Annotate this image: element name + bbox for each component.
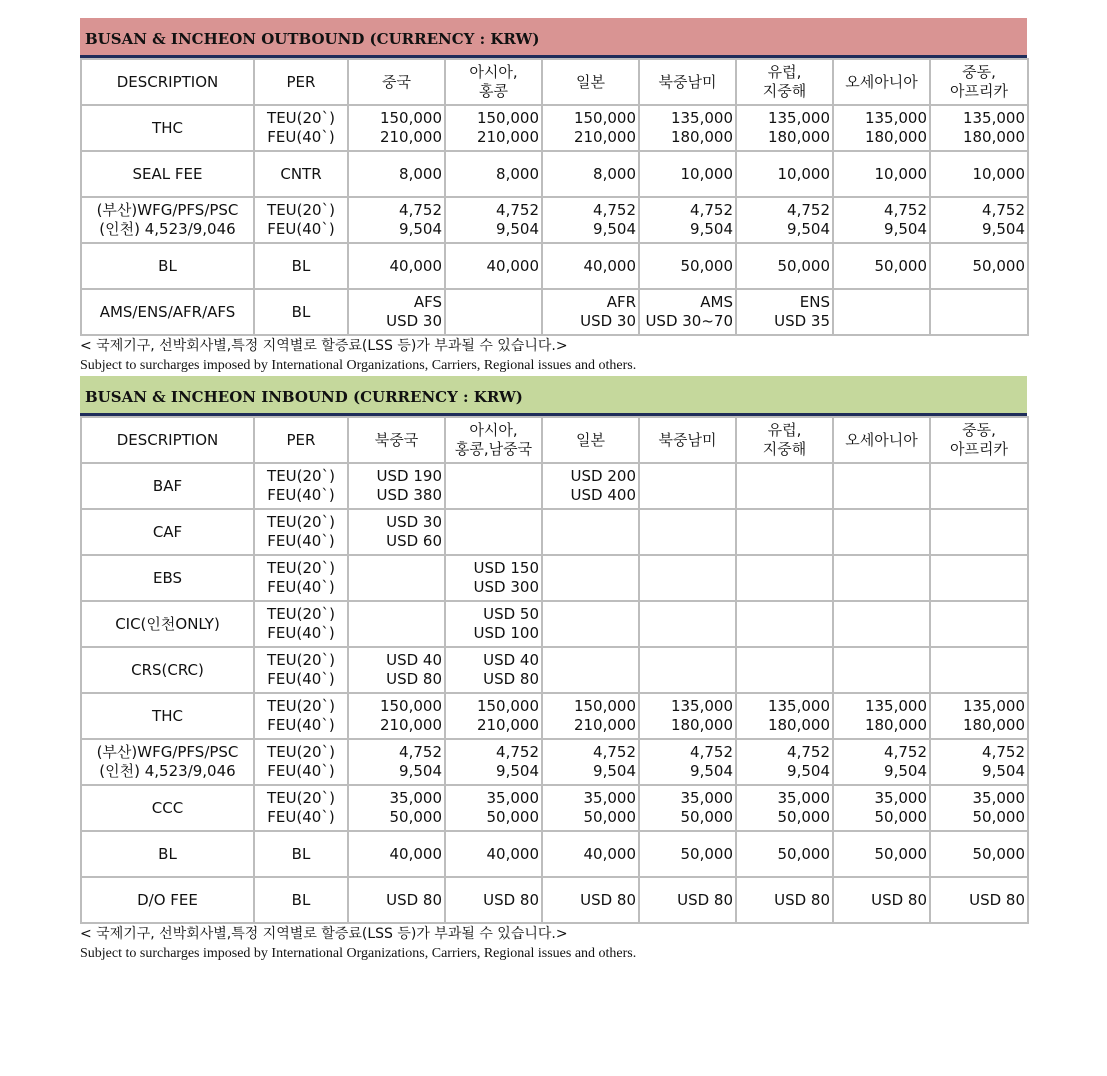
rate-cell: 35,000 50,000 xyxy=(348,785,445,831)
table-row xyxy=(81,463,1028,509)
inbound-note-korean: < 국제기구, 선박회사별,특정 지역별로 할증료(LSS 등)가 부과될 수 있습니다.> xyxy=(80,926,568,942)
row-description: CIC(인천ONLY) xyxy=(81,601,254,647)
rate-cell: 135,000 180,000 xyxy=(833,693,930,739)
row-per-unit: BL xyxy=(254,831,348,877)
rate-cell xyxy=(639,647,736,693)
column-header: 일본 xyxy=(542,417,639,463)
rate-cell: 4,752 9,504 xyxy=(833,739,930,785)
rate-cell xyxy=(542,647,639,693)
rate-cell xyxy=(736,463,833,509)
rate-cell xyxy=(833,647,930,693)
header-row xyxy=(81,59,1028,105)
rate-cell xyxy=(348,555,445,601)
rate-cell xyxy=(736,509,833,555)
rate-cell: 4,752 9,504 xyxy=(639,197,736,243)
rate-cell: 4,752 9,504 xyxy=(445,197,542,243)
rate-cell: 150,000 210,000 xyxy=(445,105,542,151)
table-row xyxy=(81,555,1028,601)
column-header: 일본 xyxy=(542,59,639,105)
outbound-table xyxy=(80,58,1029,336)
column-header: 중동, 아프리카 xyxy=(930,417,1028,463)
row-description: CAF xyxy=(81,509,254,555)
row-description: D/O FEE xyxy=(81,877,254,923)
rate-cell xyxy=(833,463,930,509)
rate-cell xyxy=(930,555,1028,601)
rate-cell xyxy=(736,601,833,647)
row-per-unit: CNTR xyxy=(254,151,348,197)
row-per-unit: TEU(20`) FEU(40`) xyxy=(254,463,348,509)
row-description: (부산)WFG/PFS/PSC (인천) 4,523/9,046 xyxy=(81,739,254,785)
rate-cell: 135,000 180,000 xyxy=(736,105,833,151)
column-header: PER xyxy=(254,59,348,105)
rate-cell: 40,000 xyxy=(348,243,445,289)
rate-tables xyxy=(80,18,1027,964)
row-per-unit: TEU(20`) FEU(40`) xyxy=(254,693,348,739)
rate-cell: 35,000 50,000 xyxy=(930,785,1028,831)
rate-cell: 8,000 xyxy=(542,151,639,197)
column-header: DESCRIPTION xyxy=(81,417,254,463)
row-per-unit: BL xyxy=(254,877,348,923)
rate-cell: 4,752 9,504 xyxy=(348,739,445,785)
column-header: 유럽, 지중해 xyxy=(736,59,833,105)
rate-cell: 8,000 xyxy=(445,151,542,197)
rate-cell: 40,000 xyxy=(542,243,639,289)
outbound-title: BUSAN & INCHEON OUTBOUND (CURRENCY : KRW) xyxy=(80,18,1027,58)
rate-cell: AMS USD 30~70 xyxy=(639,289,736,335)
rate-cell xyxy=(736,555,833,601)
rate-cell xyxy=(930,463,1028,509)
table-row xyxy=(81,289,1028,335)
rate-cell: 150,000 210,000 xyxy=(348,693,445,739)
rate-cell xyxy=(833,509,930,555)
rate-cell: USD 80 xyxy=(542,877,639,923)
rate-cell: USD 50 USD 100 xyxy=(445,601,542,647)
row-description: (부산)WFG/PFS/PSC (인천) 4,523/9,046 xyxy=(81,197,254,243)
column-header: 북중남미 xyxy=(639,59,736,105)
rate-cell xyxy=(542,509,639,555)
rate-cell: 4,752 9,504 xyxy=(542,197,639,243)
rate-cell xyxy=(348,601,445,647)
column-header: 오세아니아 xyxy=(833,417,930,463)
row-description: THC xyxy=(81,105,254,151)
rate-cell: USD 30 USD 60 xyxy=(348,509,445,555)
rate-cell: 10,000 xyxy=(930,151,1028,197)
header-row xyxy=(81,417,1028,463)
rate-cell: 35,000 50,000 xyxy=(639,785,736,831)
row-description: BL xyxy=(81,831,254,877)
rate-cell: 135,000 180,000 xyxy=(930,693,1028,739)
inbound-table xyxy=(80,416,1029,924)
rate-cell: USD 40 USD 80 xyxy=(348,647,445,693)
row-description: THC xyxy=(81,693,254,739)
outbound-note-korean: < 국제기구, 선박회사별,특정 지역별로 할증료(LSS 등)가 부과될 수 있습니다.> xyxy=(80,338,568,354)
row-per-unit: TEU(20`) FEU(40`) xyxy=(254,197,348,243)
rate-cell xyxy=(930,289,1028,335)
rate-cell: 40,000 xyxy=(445,243,542,289)
table-row xyxy=(81,197,1028,243)
table-row xyxy=(81,647,1028,693)
rate-cell: 50,000 xyxy=(930,831,1028,877)
rate-cell: USD 150 USD 300 xyxy=(445,555,542,601)
table-row xyxy=(81,509,1028,555)
column-header: PER xyxy=(254,417,348,463)
rate-cell: 50,000 xyxy=(736,243,833,289)
rate-cell: 40,000 xyxy=(445,831,542,877)
rate-cell xyxy=(639,509,736,555)
rate-cell xyxy=(930,509,1028,555)
rate-cell: 10,000 xyxy=(833,151,930,197)
rate-cell: 4,752 9,504 xyxy=(542,739,639,785)
rate-cell: USD 80 xyxy=(445,877,542,923)
rate-cell xyxy=(445,463,542,509)
rate-cell: 4,752 9,504 xyxy=(639,739,736,785)
rate-cell xyxy=(445,509,542,555)
rate-cell xyxy=(833,555,930,601)
rate-cell: 150,000 210,000 xyxy=(445,693,542,739)
column-header: 아시아, 홍콩 xyxy=(445,59,542,105)
column-header: 중국 xyxy=(348,59,445,105)
table-row xyxy=(81,601,1028,647)
rate-cell: 150,000 210,000 xyxy=(348,105,445,151)
row-description: SEAL FEE xyxy=(81,151,254,197)
rate-cell: USD 80 xyxy=(639,877,736,923)
table-row xyxy=(81,151,1028,197)
rate-cell xyxy=(445,289,542,335)
rate-cell: 135,000 180,000 xyxy=(930,105,1028,151)
row-description: CRS(CRC) xyxy=(81,647,254,693)
rate-cell: 40,000 xyxy=(348,831,445,877)
column-header: 아시아, 홍콩,남중국 xyxy=(445,417,542,463)
rate-cell xyxy=(639,463,736,509)
rate-cell: USD 80 xyxy=(833,877,930,923)
row-per-unit: TEU(20`) FEU(40`) xyxy=(254,105,348,151)
rate-cell: 135,000 180,000 xyxy=(736,693,833,739)
rate-cell: 35,000 50,000 xyxy=(542,785,639,831)
rate-cell xyxy=(639,601,736,647)
rate-cell: AFS USD 30 xyxy=(348,289,445,335)
rate-cell: 4,752 9,504 xyxy=(736,197,833,243)
rate-cell xyxy=(833,601,930,647)
table-row xyxy=(81,739,1028,785)
inbound-title: BUSAN & INCHEON INBOUND (CURRENCY : KRW) xyxy=(80,376,1027,416)
rate-cell: USD 190 USD 380 xyxy=(348,463,445,509)
rate-cell xyxy=(542,601,639,647)
row-description: AMS/ENS/AFR/AFS xyxy=(81,289,254,335)
table-row xyxy=(81,785,1028,831)
rate-cell: 50,000 xyxy=(639,831,736,877)
rate-cell xyxy=(930,647,1028,693)
rate-cell: 50,000 xyxy=(833,243,930,289)
column-header: 북중국 xyxy=(348,417,445,463)
row-per-unit: TEU(20`) FEU(40`) xyxy=(254,739,348,785)
rate-cell: 40,000 xyxy=(542,831,639,877)
rate-cell: 135,000 180,000 xyxy=(833,105,930,151)
row-description: BL xyxy=(81,243,254,289)
row-per-unit: TEU(20`) FEU(40`) xyxy=(254,785,348,831)
rate-cell: 150,000 210,000 xyxy=(542,105,639,151)
rate-cell xyxy=(639,555,736,601)
rate-cell: USD 80 xyxy=(348,877,445,923)
rate-cell: 135,000 180,000 xyxy=(639,105,736,151)
row-per-unit: TEU(20`) FEU(40`) xyxy=(254,647,348,693)
column-header: 오세아니아 xyxy=(833,59,930,105)
rate-cell: 4,752 9,504 xyxy=(930,739,1028,785)
rate-cell: 35,000 50,000 xyxy=(445,785,542,831)
rate-cell: 150,000 210,000 xyxy=(542,693,639,739)
rate-cell: AFR USD 30 xyxy=(542,289,639,335)
rate-cell: 50,000 xyxy=(736,831,833,877)
row-per-unit: TEU(20`) FEU(40`) xyxy=(254,509,348,555)
rate-cell: 135,000 180,000 xyxy=(639,693,736,739)
row-per-unit: TEU(20`) FEU(40`) xyxy=(254,601,348,647)
rate-cell: 4,752 9,504 xyxy=(348,197,445,243)
column-header: DESCRIPTION xyxy=(81,59,254,105)
table-row xyxy=(81,243,1028,289)
rate-cell xyxy=(736,647,833,693)
rate-cell xyxy=(833,289,930,335)
rate-cell: 4,752 9,504 xyxy=(833,197,930,243)
rate-cell: 50,000 xyxy=(930,243,1028,289)
rate-cell: 35,000 50,000 xyxy=(833,785,930,831)
rate-cell: 50,000 xyxy=(833,831,930,877)
rate-cell: USD 200 USD 400 xyxy=(542,463,639,509)
column-header: 중동, 아프리카 xyxy=(930,59,1028,105)
rate-cell: 10,000 xyxy=(736,151,833,197)
row-description: EBS xyxy=(81,555,254,601)
rate-cell: 8,000 xyxy=(348,151,445,197)
table-row xyxy=(81,831,1028,877)
table-row xyxy=(81,105,1028,151)
rate-cell: USD 80 xyxy=(930,877,1028,923)
rate-cell: USD 80 xyxy=(736,877,833,923)
rate-cell: 10,000 xyxy=(639,151,736,197)
rate-cell: 4,752 9,504 xyxy=(445,739,542,785)
rate-cell xyxy=(930,601,1028,647)
table-row xyxy=(81,693,1028,739)
rate-cell xyxy=(542,555,639,601)
inbound-note-english: Subject to surcharges imposed by International Organizations, Carriers, Regional issues and others. xyxy=(80,946,637,961)
rate-cell: 50,000 xyxy=(639,243,736,289)
column-header: 유럽, 지중해 xyxy=(736,417,833,463)
column-header: 북중남미 xyxy=(639,417,736,463)
rate-cell: USD 40 USD 80 xyxy=(445,647,542,693)
rate-cell: 35,000 50,000 xyxy=(736,785,833,831)
row-description: CCC xyxy=(81,785,254,831)
row-per-unit: BL xyxy=(254,289,348,335)
rate-cell: 4,752 9,504 xyxy=(930,197,1028,243)
row-description: BAF xyxy=(81,463,254,509)
rate-cell: ENS USD 35 xyxy=(736,289,833,335)
table-row xyxy=(81,877,1028,923)
row-per-unit: BL xyxy=(254,243,348,289)
row-per-unit: TEU(20`) FEU(40`) xyxy=(254,555,348,601)
rate-cell: 4,752 9,504 xyxy=(736,739,833,785)
outbound-note-english: Subject to surcharges imposed by International Organizations, Carriers, Regional issues and others. xyxy=(80,358,637,373)
